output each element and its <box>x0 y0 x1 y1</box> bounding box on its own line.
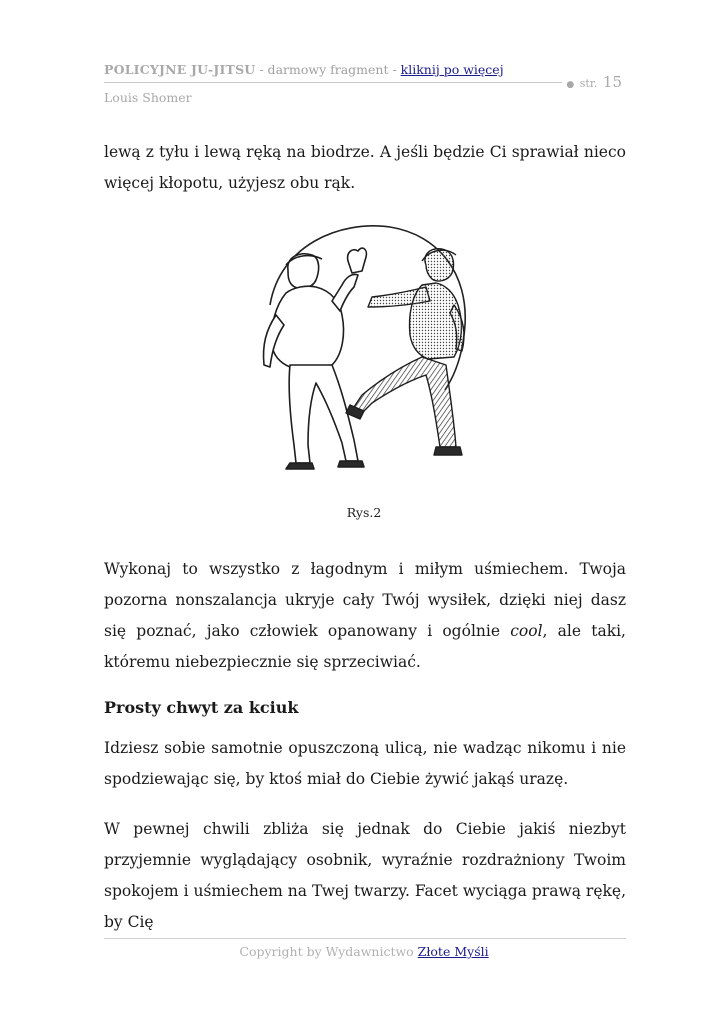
header-line <box>104 62 626 78</box>
two-men-grappling-illustration-icon <box>250 215 480 485</box>
page-footer <box>0 944 728 959</box>
author-name: Louis Shomer <box>104 90 192 105</box>
paragraph-4: W pewnej chwili zbliża się jednak do Ciebie jakiś niezbyt przyjemnie wyglądający osobnik, wyraźnie rozdrażniony Twoim spokojem i uśmiechem na Twej twarzy. Facet wyciąga prawą rękę, by Cię <box>104 820 626 931</box>
copyright-text: Copyright by Wydawnictwo <box>239 944 418 959</box>
footer-rule <box>104 938 626 939</box>
bullet-icon: ● <box>566 80 575 90</box>
paragraph-2-text-b: , ale taki, któremu niebezpiecznie się sprzeciwiać. <box>104 622 626 671</box>
section-heading: Prosty chwyt za kciuk <box>104 698 299 717</box>
figure-illustration <box>250 215 480 485</box>
paragraph-2 <box>104 554 626 678</box>
paragraph-3: Idziesz sobie samotnie opuszczoną ulicą, nie wadząc nikomu i nie spodziewając się, by ktoś miał do Ciebie żywić jakąś urazę. <box>104 739 626 788</box>
header-rule <box>104 82 562 83</box>
figure-caption: Rys.2 <box>346 505 382 520</box>
paragraph-2-text-a: Wykonaj to wszystko z łagodnym i miłym uśmiechem. Twoja pozorna nonszalancja ukryje cały Twój wysiłek, dzięki niej dasz się poznać, jako człowiek opanowany i ogólnie <box>104 560 626 640</box>
more-link[interactable]: kliknij po więcej <box>400 62 504 77</box>
paragraph-1: lewą z tyłu i lewą ręką na biodrze. A jeśli będzie Ci sprawiał nieco więcej kłopotu, użyjesz obu rąk. <box>104 143 626 192</box>
publisher-link[interactable]: Złote Myśli <box>417 944 489 959</box>
paragraph-2-italic: cool <box>510 622 543 640</box>
header-separator: - darmowy fragment - <box>255 62 401 77</box>
book-title: POLICYJNE JU-JITSU <box>104 62 256 77</box>
page-header <box>104 62 626 105</box>
page-number-block <box>566 73 622 91</box>
page-prefix: str. <box>579 77 598 90</box>
page-number: 15 <box>602 73 622 91</box>
